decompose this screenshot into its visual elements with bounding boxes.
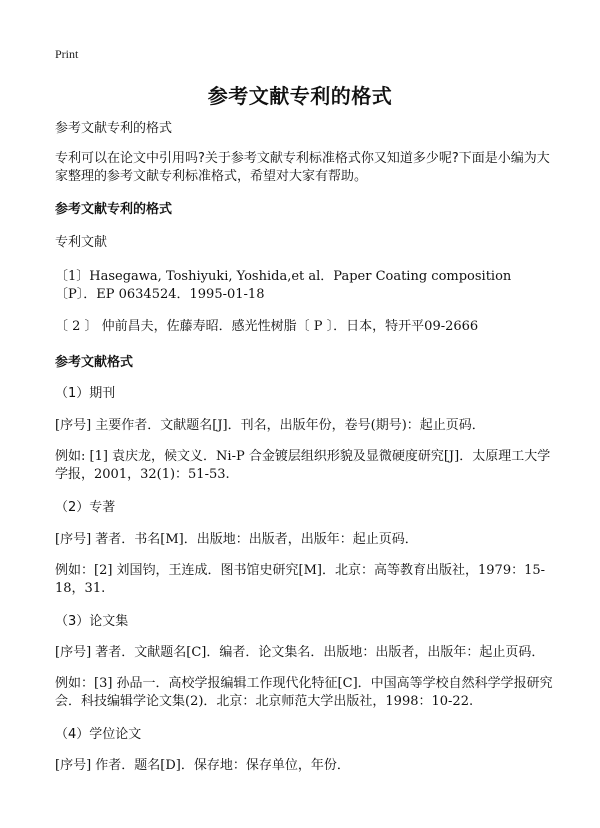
book-example: 例如：[2] 刘国钧，王连成．图书馆史研究[M]．北京：高等教育出版社，1979：15-18，31. <box>55 563 546 596</box>
section-heading-patent-format: 参考文献专利的格式 <box>55 202 173 217</box>
section-heading-ref-format: 参考文献格式 <box>55 355 134 370</box>
thesis-label: （4）学位论文 <box>55 727 142 742</box>
book-format: [序号] 著者．书名[M]．出版地：出版者，出版年：起止页码． <box>55 532 418 547</box>
patent-citation-2: 〔 2 〕 仲前昌夫，佐藤寿昭．感光性树脂〔 P 〕．日本，特开平09-2666 <box>55 319 479 334</box>
intro-paragraph: 专利可以在论文中引用吗?关于参考文献专利标准格式你又知道多少呢?下面是小编为大家整理的参考文献专利标准格式，希望对大家有帮助。 <box>55 151 550 184</box>
proceedings-label: （3）论文集 <box>55 614 129 629</box>
proceedings-format: [序号] 著者．文献题名[C]．编者．论文集名．出版地：出版者，出版年：起止页码． <box>55 645 545 660</box>
thesis-format: [序号] 作者．题名[D]．保存地：保存单位，年份． <box>55 758 350 773</box>
subtitle: 参考文献专利的格式 <box>55 121 173 136</box>
patent-citation-1: 〔1〕Hasegawa, Toshiyuki, Yoshida,et al．Paper Coating composition 〔P〕．EP 0634524．1995-01-18 <box>55 269 512 302</box>
section-subheading-patent-docs: 专利文献 <box>55 235 108 250</box>
journal-label: （1）期刊 <box>55 386 116 401</box>
journal-format: [序号] 主要作者．文献题名[J]．刊名，出版年份，卷号(期号)：起止页码． <box>55 418 485 433</box>
print-link[interactable]: Print <box>55 47 79 61</box>
page-title: 参考文献专利的格式 <box>207 84 393 108</box>
journal-example: 例如: [1] 袁庆龙，候文义．Ni-P 合金镀层组织形貌及显微硬度研究[J]．太原理工大学学报，2001，32(1)：51-53. <box>55 449 551 482</box>
proceedings-example: 例如：[3] 孙品一．高校学报编辑工作现代化特征[C]．中国高等学校自然科学学报研究会．科技编辑学论文集(2)．北京：北京师范大学出版社，1998：10-22. <box>55 676 553 709</box>
book-label: （2）专著 <box>55 500 116 515</box>
document-body <box>55 120 554 775</box>
